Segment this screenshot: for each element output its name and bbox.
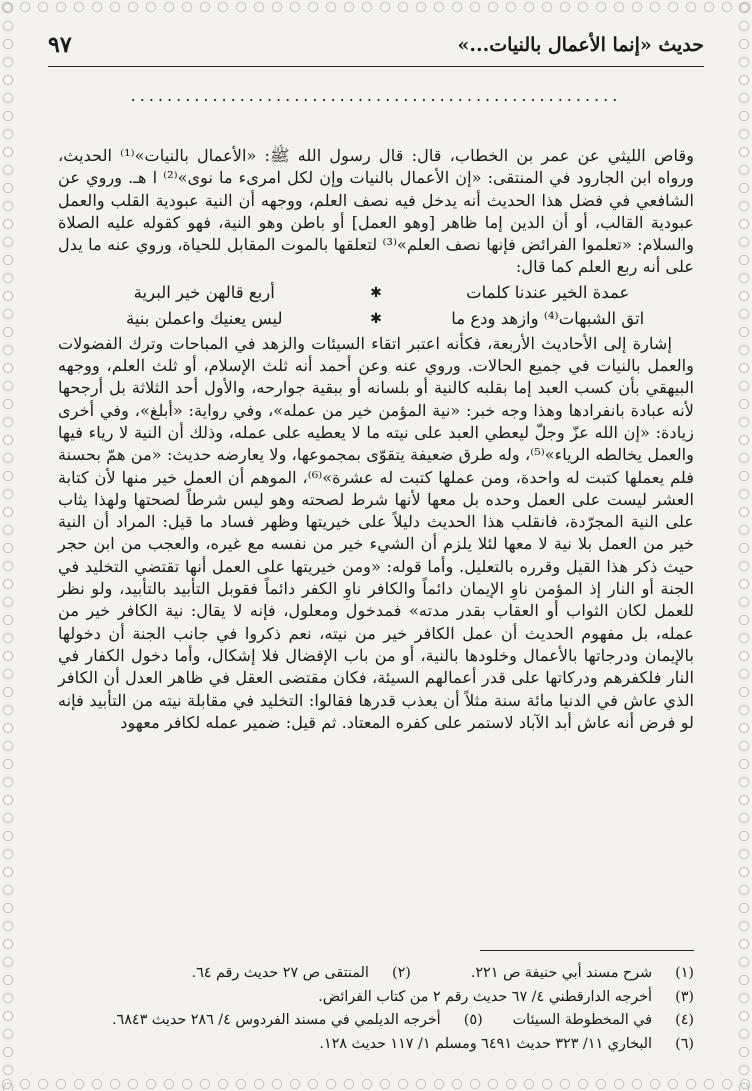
page-header bbox=[48, 30, 704, 60]
page-number: ٩٧ bbox=[48, 32, 72, 58]
footnote-text: البخاري ١١/ ٣٢٣ حديث ٦٤٩١ ومسلم ١/ ١١٧ حديث ١٢٨. bbox=[319, 1035, 652, 1052]
footnote-row-3 bbox=[58, 986, 694, 1010]
footnote-number: (٢) bbox=[391, 965, 411, 981]
footnote-number: (١) bbox=[675, 965, 694, 981]
verse-1-first-hemistich: عمدة الخير عندنا كلمات bbox=[466, 282, 630, 302]
footnote-text: شرح مسند أبي حنيفة ص ٢٢١. bbox=[470, 965, 652, 981]
ornament-border-right bbox=[736, 0, 752, 1091]
paragraph-1: وقاص الليثي عن عمر بن الخطاب، قال: قال رسول الله ﷺ: «الأعمال بالنيات»⁽¹⁾ الحديث، ورواه ابن الجارود في المنتقى: «إن الأعمال بالنيات وإن لكل امرىء ما نوى»⁽²⁾ ا هـ. وروي عن الشافعي في فضل هذا الحديث أنه يدخل فيه نصف العلم، ووجهه أن النية عبودية القلب والعمل عبودية القالب، أو أن الدين إما ظاهر [وهو العمل] أو باطن وهو النية، فهو كقوله عليه الصلاة والسلام: «تعلموا الفرائض فإنها نصف العلم»⁽³⁾ لتعلقها بالموت المقابل للحياة، وروي عنه ما يدل على أنه ربع العلم كما قال: bbox=[58, 146, 694, 277]
footnote-text: أخرجه الديلمي في مسند الفردوس ٤/ ٢٨٦ حديث ٦٨٤٣. bbox=[112, 1012, 441, 1028]
footnote-rule bbox=[480, 950, 694, 951]
ornament-border-bottom bbox=[0, 1077, 752, 1091]
footnotes bbox=[58, 962, 694, 1056]
footnote-number: (٥) bbox=[463, 1012, 483, 1028]
footnote-number: (٣) bbox=[675, 988, 694, 1005]
header-rule bbox=[48, 66, 704, 67]
paragraph-2: إشارة إلى الأحاديث الأربعة، فكأنه اعتبر اتقاء السيئات والزهد في المباحات وترك الفضولات والعمل بالنيات في جميع الحالات. وروي عنه وعن أحمد أنه ثلث الإسلام، أو ثلث العلم، ووجهه البيهقي بأن كسب العبد إما بقلبه كالنية أو بلسانه أو ببقية جوارحه، والأول أحد الثلاثة بل أرجحها لأنه عبادة بانفرادها وهذا وجه خبر: «نية المؤمن خير من عمله»، وفي رواية: «أبلغ»، وفي أخرى زيادة: «إن الله عزّ وجلّ ليعطي العبد على نيته ما لا يعطيه على عمله، وذلك أن النية لا رياء فيها والعمل يخالطه الرياء»⁽⁵⁾، وله طرق ضعيفة يتقوّى بمجموعها، ولا يعارضه حديث: «من همّ بحسنة فلم يعملها كتبت له واحدة، ومن عملها كتبت له عشرة»⁽⁶⁾، الموهم أن العمل خير منها لأن كتابة العشر ليست على العمل وحده بل معها لأنها شرط لصحته وهو ليس شرطاً لصحتها ولهذا يثاب على النية المجرّدة، فانقلب هذا الحديث دليلاً على خيريتها وظهر فساد ما قيل: المراد أن النية خير من العمل بلا نية لا معها لئلا يلزم أن الشيء خير من نفسه مع غيره، والعجب من ابن حجر حيث ذكر هذا القيل وقرره بالتعليل. وأما قوله: «ومن خيريتها على العمل أنها تقتضي التخليد في الجنة أو النار إذ المؤمن ناوِ الإيمان دائماً والكافر ناوِ الكفر دائماً فقوبل التأبيد بالتأبيد، ولو نظر للعمل لكان الثواب أو العقاب بقدر مدته» فمدخول ومعلول، فإنه لا يقال: نية الكافر خير من عمله، بل مفهوم الحديث أن عمل الكافر خير من نيته، نعم ذكروا في جانب الجنة أن دخولها بالإيمان ودرجاتها بالأعمال وخلودها بالنية، أو من باب الإفضال فلا إشكال، وأما دخول الكفار في النار فلكفرهم ودركاتها على قدر أعمالهم السيئة، فكان مقتضى العقل في ظاهر العدل أن الكافر الذي عاش في الدنيا مائة سنة مثلاً أن يعذب قدرها فقالوا: التخليد في مقابلة نيته من التأبيد فإنه لو فرض أنه عاش أبد الآباد لاستمر على كفره المعتاد. ثم قيل: ضمير عمله لكافر معهود bbox=[58, 333, 694, 732]
footnote-row-4 bbox=[58, 1009, 694, 1033]
verse-2-first-hemistich: اتق الشبهات⁽⁴⁾ وازهد ودع ما bbox=[451, 308, 645, 328]
verse-2-second-hemistich: ليس يعنيك واعملن بنية bbox=[125, 308, 283, 328]
footnote-text: أخرجه الدارقطني ٤/ ٦٧ حديث رقم ٢ من كتاب الفرائض. bbox=[318, 988, 652, 1005]
running-title: حديث «إنما الأعمال بالنيات...» bbox=[457, 34, 704, 56]
footnote-number: (٤) bbox=[675, 1012, 694, 1028]
ornament-border-top bbox=[0, 0, 752, 14]
dotted-separator: ...................................................... bbox=[130, 86, 622, 105]
verse-line-2 bbox=[58, 307, 694, 331]
verse-star-icon: ✱ bbox=[370, 310, 382, 327]
footnote-row-6 bbox=[58, 1033, 694, 1057]
footnote-text: في المخطوطة السيئات bbox=[512, 1012, 652, 1028]
footnote-row-1 bbox=[58, 962, 694, 986]
verse-star-icon: ✱ bbox=[370, 284, 382, 301]
verse-1-second-hemistich: أربع قالهن خير البرية bbox=[133, 282, 275, 302]
footnote-number: (٦) bbox=[675, 1035, 694, 1052]
verse-line-1 bbox=[58, 281, 694, 305]
ornament-border-left bbox=[0, 0, 16, 1091]
main-text bbox=[58, 145, 694, 734]
footnote-text: المنتقى ص ٢٧ حديث رقم ٦٤. bbox=[191, 965, 369, 981]
